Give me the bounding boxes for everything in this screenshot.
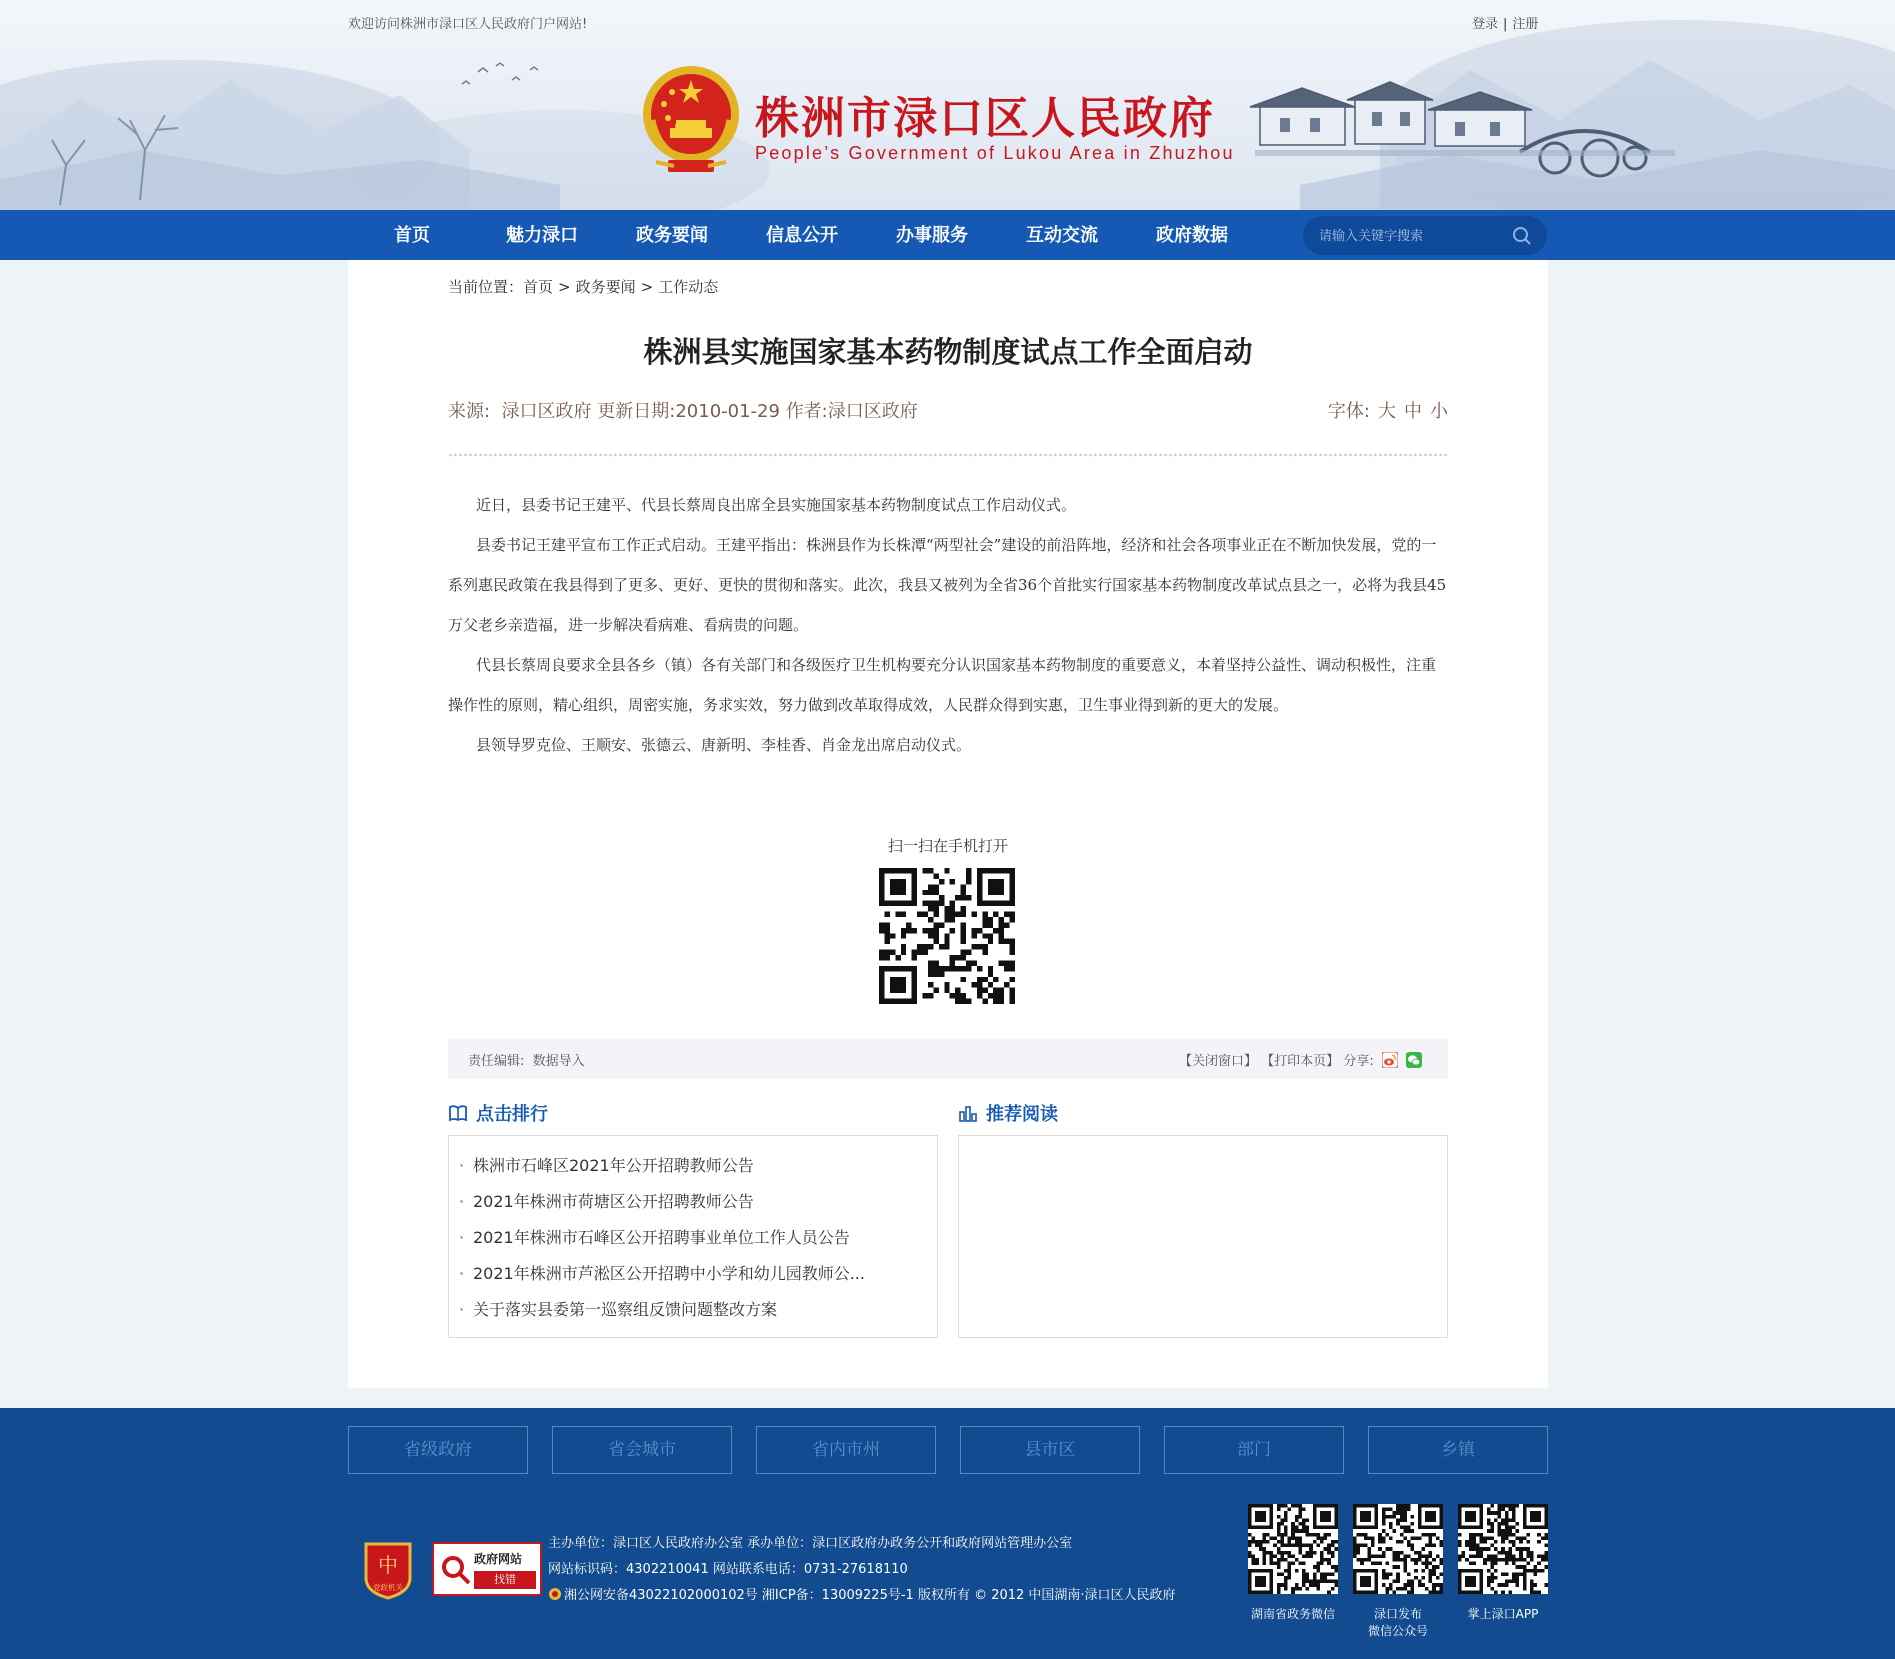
qr-caption <box>1343 1606 1453 1640</box>
qr-label: 扫一扫在手机打开 <box>887 837 1008 855</box>
article-tools <box>1179 1050 1422 1069</box>
auth-links <box>1472 13 1538 32</box>
site-title: 株洲市渌口区人民政府 <box>755 93 1215 144</box>
breadcrumb-prefix: 当前位置： <box>448 278 524 296</box>
article-paragraph: 近日，县委书记王建平、代县长蔡周良出席全县实施国家基本药物制度试点工作启动仪式。 <box>476 496 1077 514</box>
footer-link-provincial-capitals[interactable]: 省会城市 <box>552 1426 732 1474</box>
font-size-large-button[interactable]: 大 <box>1378 401 1396 422</box>
list-item-title[interactable]: 关于落实县委第一巡察组反馈问题整改方案 <box>473 1300 778 1319</box>
nav-item-government-news[interactable]: 政务要闻 <box>636 225 708 246</box>
footer-host: 主办单位：渌口区人民政府办公室 承办单位：渌口区政府办政务公开和政府网站管理办公室 <box>548 1536 1073 1551</box>
weibo-icon[interactable] <box>1382 1052 1398 1068</box>
editor-value: 数据导入 <box>532 1054 585 1069</box>
list-item[interactable]: · 2021年株洲市石峰区公开招聘事业单位工作人员公告 <box>459 1228 850 1247</box>
article-paragraph: 县委书记王建平宣布工作正式启动。王建平指出：株洲县作为长株潭“两型社会”建设的前沿阵地，经济和社会各项事业正在不断加快发展，党的一系列惠民政策在我县得到了更多、更好、更快的贯彻和落实。此次，我县又被列为全省36个首批实行国家基本药物制度改革试点县之一，必将为我县45万父老乡亲造福，进一步解决看病难、看病贵的问题。 <box>448 536 1447 634</box>
qr-caption-line: 渌口发布 <box>1373 1607 1422 1621</box>
author-value: 渌口区政府 <box>827 401 918 422</box>
site-subtitle: People’s Government of Lukou Area in Zhuzhou <box>755 143 1235 163</box>
breadcrumb-separator: > <box>558 278 571 296</box>
list-item[interactable]: · 2021年株洲市芦淞区公开招聘中小学和幼儿园教师公... <box>459 1264 865 1283</box>
font-size-label: 字体: <box>1327 401 1370 422</box>
print-page-link[interactable]: 【打印本页】 <box>1261 1054 1340 1069</box>
breadcrumb-item-home[interactable]: 首页 <box>523 278 554 296</box>
qr-caption-line: 掌上渌口APP <box>1467 1607 1539 1621</box>
dotted-divider <box>448 452 1448 458</box>
error-logo-top: 政府网站 <box>474 1552 523 1566</box>
source-value: 渌口区政府 <box>501 401 592 422</box>
footer-link-provincial-gov[interactable]: 省级政府 <box>348 1426 528 1474</box>
article-paragraph: 代县长蔡周良要求全县各乡（镇）各有关部门和各级医疗卫生机构要充分认识国家基本药物制度的重要意义，本着坚持公益性、调动积极性，注重操作性的原则，精心组织，周密实施，务求实效，努力做到改革取得成效，人民群众得到实惠，卫生事业得到新的更大的发展。 <box>448 656 1437 714</box>
close-window-link[interactable]: 【关闭窗口】 <box>1179 1054 1258 1069</box>
nav-item-charm-lukou[interactable]: 魅力渌口 <box>506 225 578 246</box>
nav-item-interaction[interactable]: 互动交流 <box>1026 225 1098 246</box>
national-emblem-icon <box>638 62 744 174</box>
search-icon[interactable] <box>1511 225 1533 247</box>
gov-site-error-report-logo[interactable] <box>432 1542 542 1596</box>
list-item-title[interactable]: 2021年株洲市荷塘区公开招聘教师公告 <box>473 1192 754 1211</box>
footer-link-cities-in-province[interactable]: 省内市州 <box>756 1426 936 1474</box>
footer-link-departments[interactable]: 部门 <box>1164 1426 1344 1474</box>
breadcrumb <box>448 276 718 297</box>
footer-link-towns[interactable]: 乡镇 <box>1368 1426 1548 1474</box>
editor-info <box>468 1050 585 1069</box>
nav-item-services[interactable]: 办事服务 <box>896 225 968 246</box>
footer-info <box>548 1531 1176 1609</box>
welcome-text: 欢迎访问株洲市渌口区人民政府门户网站! <box>348 17 588 32</box>
wechat-icon[interactable] <box>1406 1052 1422 1068</box>
date-value: 2010-01-29 <box>675 401 780 422</box>
footer-icp-line <box>548 1583 1176 1609</box>
qr-code-icon <box>1248 1504 1338 1594</box>
source-label: 来源: <box>448 401 491 422</box>
qr-caption-line: 微信公众号 <box>1367 1624 1428 1638</box>
list-item[interactable]: · 株洲市石峰区2021年公开招聘教师公告 <box>459 1156 754 1175</box>
nav-item-gov-data[interactable]: 政府数据 <box>1156 225 1228 246</box>
login-link[interactable]: 登录 <box>1472 17 1499 32</box>
search-box <box>1303 216 1547 255</box>
error-logo-bottom: 找错 <box>474 1571 536 1589</box>
font-size-medium-button[interactable]: 中 <box>1404 401 1422 422</box>
font-size-controls <box>1328 397 1448 423</box>
content-panel <box>348 260 1548 1388</box>
list-item-title[interactable]: 株洲市石峰区2021年公开招聘教师公告 <box>473 1156 754 1175</box>
article-body <box>448 485 1448 765</box>
header-banner <box>0 0 1895 210</box>
list-item[interactable]: · 关于落实县委第一巡察组反馈问题整改方案 <box>459 1300 778 1319</box>
share-label: 分享: <box>1343 1054 1374 1069</box>
footer <box>0 1408 1895 1659</box>
qr-code-icon <box>1458 1504 1548 1594</box>
editor-label: 责任编辑: <box>468 1054 525 1069</box>
article-info-bar <box>448 1039 1448 1079</box>
recommend-list <box>958 1135 1448 1338</box>
article-title: 株洲县实施国家基本药物制度试点工作全面启动 <box>643 335 1253 369</box>
qr-code-icon <box>1353 1504 1443 1594</box>
qr-caption <box>1448 1606 1558 1623</box>
search-input[interactable] <box>1319 225 1509 247</box>
nav-item-info-disclosure[interactable]: 信息公开 <box>766 225 838 246</box>
qr-caption-line: 湖南省政务微信 <box>1250 1607 1335 1621</box>
article-paragraph: 县领导罗克俭、王顺安、张德云、唐新明、李桂香、肖金龙出席启动仪式。 <box>476 736 972 754</box>
book-icon <box>448 1103 468 1123</box>
police-badge-icon <box>548 1587 562 1601</box>
author-label: 作者: <box>785 401 828 422</box>
badge-text: 党政机关 <box>373 1583 403 1592</box>
qr-caption <box>1238 1606 1348 1623</box>
main-nav <box>0 210 1895 260</box>
svg-text:中: 中 <box>378 1553 398 1577</box>
ranking-heading <box>448 1100 548 1126</box>
ranking-title: 点击排行 <box>476 1104 548 1125</box>
date-label: 更新日期: <box>597 401 676 422</box>
breadcrumb-item-work-updates[interactable]: 工作动态 <box>658 278 719 296</box>
breadcrumb-separator: > <box>640 278 654 296</box>
footer-link-counties[interactable]: 县市区 <box>960 1426 1140 1474</box>
magnifier-icon <box>440 1554 472 1586</box>
register-link[interactable]: 注册 <box>1512 17 1539 32</box>
list-item-title[interactable]: 2021年株洲市石峰区公开招聘事业单位工作人员公告 <box>473 1228 850 1247</box>
party-gov-badge-icon[interactable] <box>362 1538 414 1600</box>
auth-separator: | <box>1503 17 1508 32</box>
list-item[interactable]: · 2021年株洲市荷塘区公开招聘教师公告 <box>459 1192 754 1211</box>
nav-item-home[interactable]: 首页 <box>394 225 430 246</box>
footer-icp[interactable]: 湘公网安备43022102000102号 湘ICP备：13009225号-1 版权所有 © 2012 中国湖南·渌口区人民政府 <box>564 1588 1176 1603</box>
font-size-small-button[interactable]: 小 <box>1430 401 1448 422</box>
recommend-heading <box>958 1100 1058 1126</box>
list-item-title[interactable]: 2021年株洲市芦淞区公开招聘中小学和幼儿园教师公... <box>473 1264 865 1283</box>
qr-code-icon <box>879 868 1015 1004</box>
recommend-title: 推荐阅读 <box>986 1104 1058 1125</box>
ranking-list <box>448 1135 938 1338</box>
bar-chart-icon <box>958 1103 978 1123</box>
footer-site-id: 网站标识码：4302210041 网站联系电话：0731-27618110 <box>548 1562 908 1577</box>
breadcrumb-item-news[interactable]: 政务要闻 <box>575 278 636 296</box>
article-meta <box>448 397 918 423</box>
